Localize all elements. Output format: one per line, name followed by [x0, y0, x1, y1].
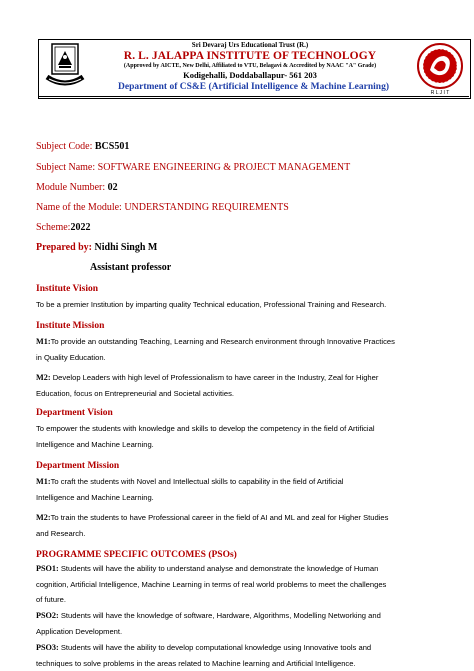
pso3-label: PSO3: — [36, 643, 59, 652]
pso3-text-cont: techniques to solve problems in the areas related to Machine learning and Artificial Intelligence. — [36, 656, 440, 671]
approval-line: (Approved by AICTE, New Delhi, Affiliated to VTU, Belagavi & Accredited by NAAC "A" Grade) — [89, 62, 411, 70]
subject-name-line — [36, 162, 350, 174]
scheme-line — [36, 222, 90, 234]
pso2 — [36, 608, 440, 639]
dm1-label: M1: — [36, 477, 51, 486]
institute-address: Kodigehalli, Doddaballapur- 561 203 — [89, 70, 411, 80]
designation-line — [90, 262, 171, 274]
seal-caption: R L J I T — [431, 90, 450, 96]
department-heading: Department of CS&E (Artificial Intelligence & Machine Learning) — [38, 80, 469, 94]
pso3 — [36, 640, 440, 671]
department-vision-text — [36, 421, 440, 452]
institute-vision-text — [36, 297, 440, 313]
department-vision-heading: Department Vision — [36, 407, 113, 419]
pso1-label: PSO1: — [36, 564, 59, 573]
dm2-label: M2: — [36, 513, 51, 522]
module-number-value: 02 — [108, 182, 118, 193]
pso-heading: PROGRAMME SPECIFIC OUTCOMES (PSOs) — [36, 549, 237, 561]
institute-mission-m2 — [36, 370, 440, 401]
pso3-text: Students will have the ability to develop computational knowledge using Innovative tools and — [59, 643, 371, 652]
department-vision-line2: Intelligence and Machine Learning. — [36, 437, 440, 453]
module-name-value: UNDERSTANDING REQUIREMENTS — [124, 202, 288, 213]
prepared-by-line — [36, 242, 157, 254]
subject-code-value: BCS501 — [95, 141, 129, 152]
m2-text: Develop Leaders with high level of Professionalism to have career in the Industry, Zeal for Higher — [53, 373, 379, 382]
scheme-label: Scheme: — [36, 222, 70, 233]
prepared-by-value: Nidhi Singh M — [95, 242, 158, 253]
department-mission-m1 — [36, 474, 440, 505]
subject-name-label: Subject Name: — [36, 162, 95, 173]
dm1-text-cont: Intelligence and Machine Learning. — [36, 490, 440, 506]
institute-vision-heading: Institute Vision — [36, 283, 98, 295]
m2-label: M2: — [36, 373, 51, 382]
pso2-text: Students will have the knowledge of software, Hardware, Algorithms, Modelling Networking and — [59, 611, 381, 620]
m1-label: M1: — [36, 337, 51, 346]
institute-mission-m1 — [36, 334, 440, 365]
prepared-by-label: Prepared by: — [36, 242, 92, 253]
pso1-text-cont: cognition, Artificial Intelligence, Machine Learning in terms of real world problems to meet the challenges — [36, 577, 440, 593]
module-name-label: Name of the Module: — [36, 202, 122, 213]
pso2-label: PSO2: — [36, 611, 59, 620]
module-number-label: Module Number: — [36, 182, 105, 193]
institute-name: R. L. JALAPPA INSTITUTE OF TECHNOLOGY — [89, 50, 411, 62]
subject-code-line — [36, 141, 129, 153]
dm2-text-cont: and Research. — [36, 526, 440, 542]
m1-text-cont: in Quality Education. — [36, 350, 440, 366]
subject-name-value: SOFTWARE ENGINEERING & PROJECT MANAGEMENT — [98, 162, 351, 173]
scheme-value: 2022 — [70, 222, 90, 233]
institute-vision-body: To be a premier Institution by imparting quality Technical education, Professional Training and Research. — [36, 300, 386, 309]
m1-text: To provide an outstanding Teaching, Learning and Research environment through Innovative Practices — [51, 337, 395, 346]
pso1 — [36, 561, 440, 608]
module-name-line — [36, 202, 289, 214]
subject-code-label: Subject Code: — [36, 141, 92, 152]
pso1-text-cont2: of future. — [36, 592, 440, 608]
department-mission-m2 — [36, 510, 440, 541]
pso2-text-cont: Application Development. — [36, 624, 440, 640]
department-mission-heading: Department Mission — [36, 460, 119, 472]
module-number-line — [36, 182, 118, 194]
pso1-text: Students will have the ability to understand analyse and demonstrate the knowledge of Human — [59, 564, 379, 573]
trust-name: Sri Devaraj Urs Educational Trust (R.) — [89, 41, 411, 50]
designation-value: Assistant professor — [90, 262, 171, 273]
header-divider — [38, 96, 469, 97]
institute-mission-heading: Institute Mission — [36, 320, 104, 332]
department-vision-line1: To empower the students with knowledge and skills to develop the competency in the field of Artificial — [36, 421, 440, 437]
dm1-text: To craft the students with Novel and Intellectual skills to capability in the field of Artificial — [51, 477, 344, 486]
m2-text-cont: Education, focus on Entrepreneurial and Societal activities. — [36, 386, 440, 402]
dm2-text: To train the students to have Professional career in the field of AI and ML and zeal for Higher Studies — [51, 513, 389, 522]
letterhead-text — [89, 40, 411, 80]
